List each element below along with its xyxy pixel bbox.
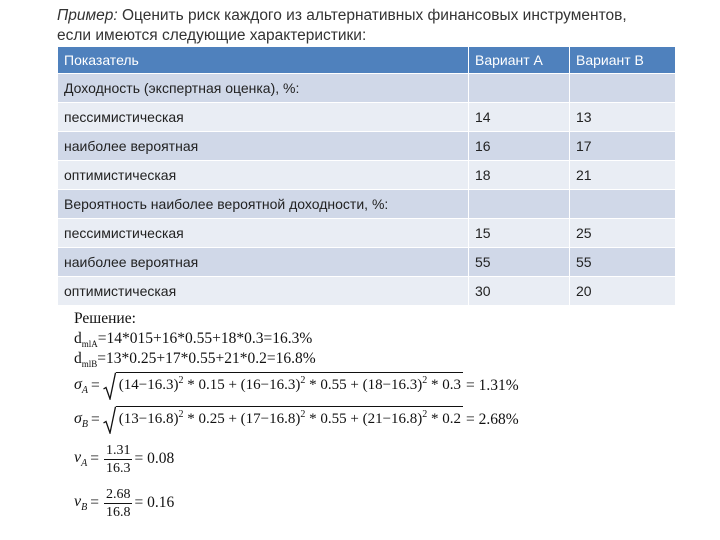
equals-sign: = bbox=[90, 450, 99, 467]
table-row bbox=[58, 132, 676, 161]
d-symbol: d bbox=[74, 330, 82, 347]
value-b bbox=[570, 190, 676, 219]
variation-a-formula bbox=[74, 437, 694, 481]
equals-sign: = bbox=[90, 494, 99, 511]
equals-sign: = bbox=[91, 411, 100, 428]
row-label: Доходность (экспертная оценка), %: bbox=[58, 74, 469, 103]
row-label: пессимистическая bbox=[58, 219, 469, 248]
value-b: 21 bbox=[570, 161, 676, 190]
value-b: 55 bbox=[570, 248, 676, 277]
row-label: пессимистическая bbox=[58, 103, 469, 132]
d-symbol: d bbox=[74, 350, 82, 367]
task-text-2: если имеются следующие характеристики: bbox=[57, 27, 367, 44]
value-b: 20 bbox=[570, 277, 676, 306]
table-row bbox=[58, 161, 676, 190]
sigma-symbol: $\sigma_A$ bbox=[74, 375, 88, 397]
equals-sign: = bbox=[91, 377, 100, 394]
row-label: Вероятность наиболее вероятной доходности, %: bbox=[58, 190, 469, 219]
denominator: 16.8 bbox=[105, 504, 131, 520]
variation-b-formula bbox=[74, 481, 694, 525]
expected-return-b bbox=[74, 349, 694, 369]
fraction bbox=[104, 486, 133, 521]
value-a: 14 bbox=[469, 103, 570, 132]
row-label: наиболее вероятная bbox=[58, 132, 469, 161]
numerator: 2.68 bbox=[105, 486, 131, 502]
denominator: 16.3 bbox=[105, 460, 131, 476]
value-a: 55 bbox=[469, 248, 570, 277]
header-variant-a: Вариант А bbox=[469, 47, 570, 74]
row-label: оптимистическая bbox=[58, 277, 469, 306]
v-symbol: $v_A$ bbox=[74, 448, 88, 470]
value-a: 16 bbox=[469, 132, 570, 161]
characteristics-table bbox=[57, 46, 676, 306]
square-root bbox=[103, 372, 463, 400]
table-row bbox=[58, 219, 676, 248]
square-root bbox=[103, 406, 463, 434]
sigma-a-formula bbox=[74, 369, 694, 403]
v-symbol: $v_B$ bbox=[74, 492, 88, 514]
fraction bbox=[104, 442, 133, 477]
header-variant-b: Вариант В bbox=[570, 47, 676, 74]
radicand: $(14-16.3)^2 * 0.15 + (16-16.3)^2 * 0.55 + (18-16.3)^2 * 0.3$ bbox=[116, 372, 463, 400]
value-b: 17 bbox=[570, 132, 676, 161]
numerator: 1.31 bbox=[105, 442, 131, 458]
header-indicator: Показатель bbox=[58, 47, 469, 74]
v-result: = 0.08 bbox=[134, 450, 175, 467]
task-statement bbox=[57, 6, 697, 46]
solution-block bbox=[74, 309, 694, 525]
task-text-1: Оценить риск каждого из альтернативных финансовых инструментов, bbox=[117, 7, 627, 24]
v-result: = 0.16 bbox=[134, 494, 175, 511]
sigma-symbol: $\sigma_B$ bbox=[74, 409, 88, 431]
value-a: 18 bbox=[469, 161, 570, 190]
row-label: наиболее вероятная bbox=[58, 248, 469, 277]
table-row bbox=[58, 74, 676, 103]
task-line-1 bbox=[57, 6, 697, 26]
table-row bbox=[58, 248, 676, 277]
d-expression: =14*015+16*0.55+18*0.3=16.3% bbox=[97, 330, 313, 347]
value-a bbox=[469, 190, 570, 219]
d-subscript: mlA bbox=[81, 339, 98, 350]
task-lead: Пример: bbox=[57, 7, 118, 24]
value-a bbox=[469, 74, 570, 103]
value-b: 25 bbox=[570, 219, 676, 248]
radical-sign-icon bbox=[103, 406, 116, 434]
value-b bbox=[570, 74, 676, 103]
value-b: 13 bbox=[570, 103, 676, 132]
sigma-result: = 1.31% bbox=[466, 377, 519, 394]
sigma-b-formula bbox=[74, 403, 694, 437]
table-header-row bbox=[58, 47, 676, 74]
table-row bbox=[58, 103, 676, 132]
radicand: $(13-16.8)^2 * 0.25 + (17-16.8)^2 * 0.55 + (21-16.8)^2 * 0.2$ bbox=[116, 406, 463, 434]
table-row bbox=[58, 190, 676, 219]
value-a: 30 bbox=[469, 277, 570, 306]
solution-heading: Решение: bbox=[74, 310, 136, 327]
sigma-result: = 2.68% bbox=[466, 411, 519, 428]
expected-return-a bbox=[74, 329, 694, 349]
d-subscript: mlB bbox=[81, 359, 98, 370]
radical-sign-icon bbox=[103, 372, 116, 400]
row-label: оптимистическая bbox=[58, 161, 469, 190]
d-expression: =13*0.25+17*0.55+21*0.2=16.8% bbox=[97, 350, 316, 367]
table-row bbox=[58, 277, 676, 306]
value-a: 15 bbox=[469, 219, 570, 248]
